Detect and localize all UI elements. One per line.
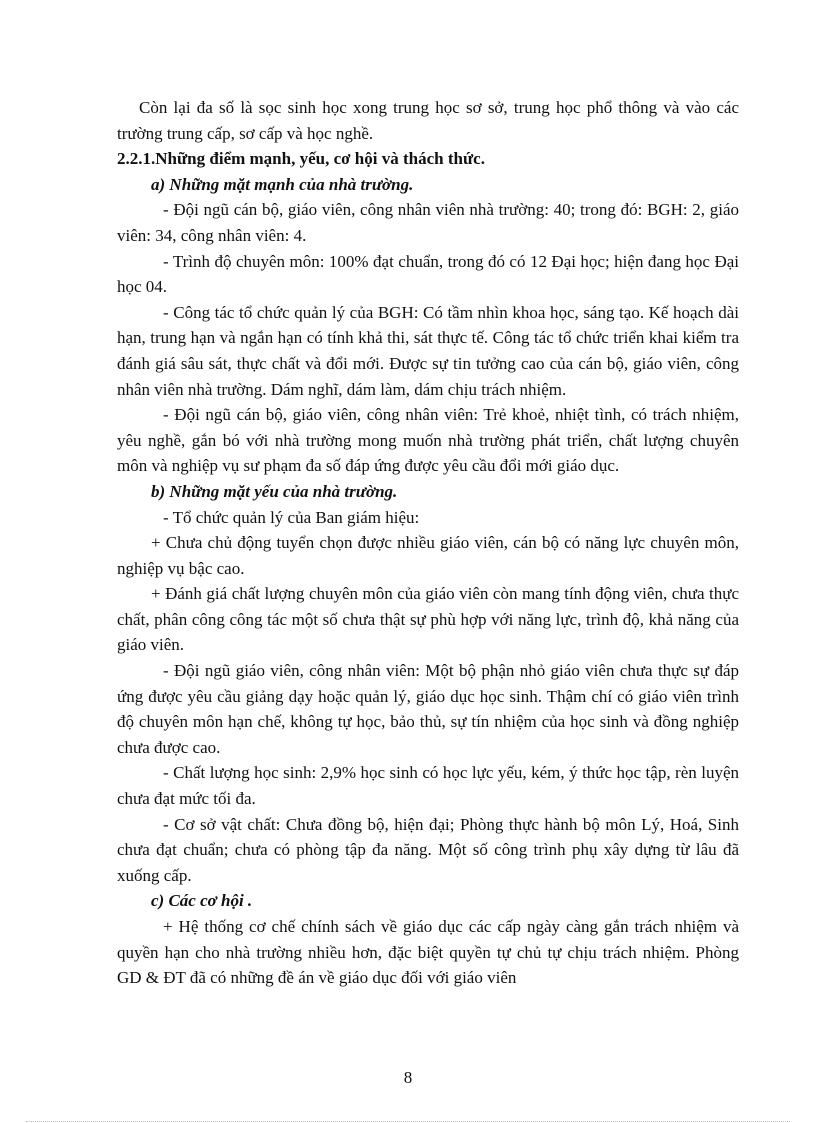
- body-paragraph: + Chưa chủ động tuyển chọn được nhiều giáo viên, cán bộ có năng lực chuyên môn, nghiệp vụ bậc cao.: [117, 533, 739, 578]
- subsection-heading: a) Những mặt mạnh của nhà trường.: [151, 174, 414, 194]
- body-paragraph: - Tổ chức quản lý của Ban giám hiệu:: [163, 507, 420, 527]
- body-paragraph: - Đội ngũ cán bộ, giáo viên, công nhân viên nhà trường: 40; trong đó: BGH: 2, giáo viên: 34, công nhân viên: 4.: [117, 200, 739, 245]
- page-number: 8: [403, 1068, 413, 1087]
- body-paragraph: - Cơ sở vật chất: Chưa đồng bộ, hiện đại; Phòng thực hành bộ môn Lý, Hoá, Sinh chưa đạt chuẩn; chưa có phòng tập đa năng. Một số công trình phụ xây dựng từ lâu đã xuống cấp.: [117, 814, 739, 885]
- body-paragraph: - Đội ngũ cán bộ, giáo viên, công nhân viên: Trẻ khoẻ, nhiệt tình, có trách nhiệm, yêu nghề, gắn bó với nhà trường mong muốn nhà trường phát triển, chất lượng chuyên môn và nghiệp vụ sư phạm đa số đáp ứng được yêu cầu đổi mới giáo dục.: [117, 405, 739, 476]
- body-paragraph: - Chất lượng học sinh: 2,9% học sinh có học lực yếu, kém, ý thức học tập, rèn luyện chưa đạt mức tối đa.: [117, 763, 739, 809]
- body-paragraph: + Đánh giá chất lượng chuyên môn của giáo viên còn mang tính động viên, chưa thực chất, phân công công tác một số chưa thật sự phù hợp với năng lực, trình độ, khả năng của giáo viên.: [117, 584, 739, 655]
- subsection-heading: c) Các cơ hội .: [151, 891, 253, 911]
- body-paragraph: - Đội ngũ giáo viên, công nhân viên: Một bộ phận nhỏ giáo viên chưa thực sự đáp ứng được yêu cầu giảng dạy hoặc quản lý, giáo dục học sinh. Thậm chí có giáo viên trình độ chuyên môn hạn chế, không tự học, bảo thủ, sự tín nhiệm của học sinh và đồng nghiệp chưa được cao.: [117, 661, 739, 757]
- section-heading: 2.2.1.Những điểm mạnh, yếu, cơ hội và thách thức.: [117, 149, 485, 169]
- document-body: [117, 95, 739, 991]
- page-bottom-divider: [26, 1121, 790, 1122]
- subsection-heading: b) Những mặt yếu của nhà trường.: [151, 481, 398, 501]
- body-paragraph: + Hệ thống cơ chế chính sách về giáo dục các cấp ngày càng gắn trách nhiệm và quyền hạn cho nhà trường nhiều hơn, đặc biệt quyền tự chủ tự chịu trách nhiệm. Phòng GD & ĐT đã có những đề án về giáo dục đối với giáo viên: [117, 917, 739, 988]
- body-paragraph: - Trình độ chuyên môn: 100% đạt chuẩn, trong đó có 12 Đại học; hiện đang học Đại học 04.: [117, 251, 739, 297]
- body-paragraph: Còn lại đa số là sọc sinh học xong trung học sơ sở, trung học phổ thông và vào các trường trung cấp, sơ cấp và học nghề.: [117, 98, 739, 143]
- body-paragraph: - Công tác tổ chức quản lý của BGH: Có tầm nhìn khoa học, sáng tạo. Kế hoạch dài hạn, trung hạn và ngắn hạn có tính khả thi, sát thực tế. Công tác tổ chức triển khai kiểm tra đánh giá sâu sát, thực chất và đổi mới. Được sự tin tưởng cao của cán bộ, giáo viên, công nhân viên nhà trường. Dám nghĩ, dám làm, dám chịu trách nhiệm.: [117, 302, 739, 399]
